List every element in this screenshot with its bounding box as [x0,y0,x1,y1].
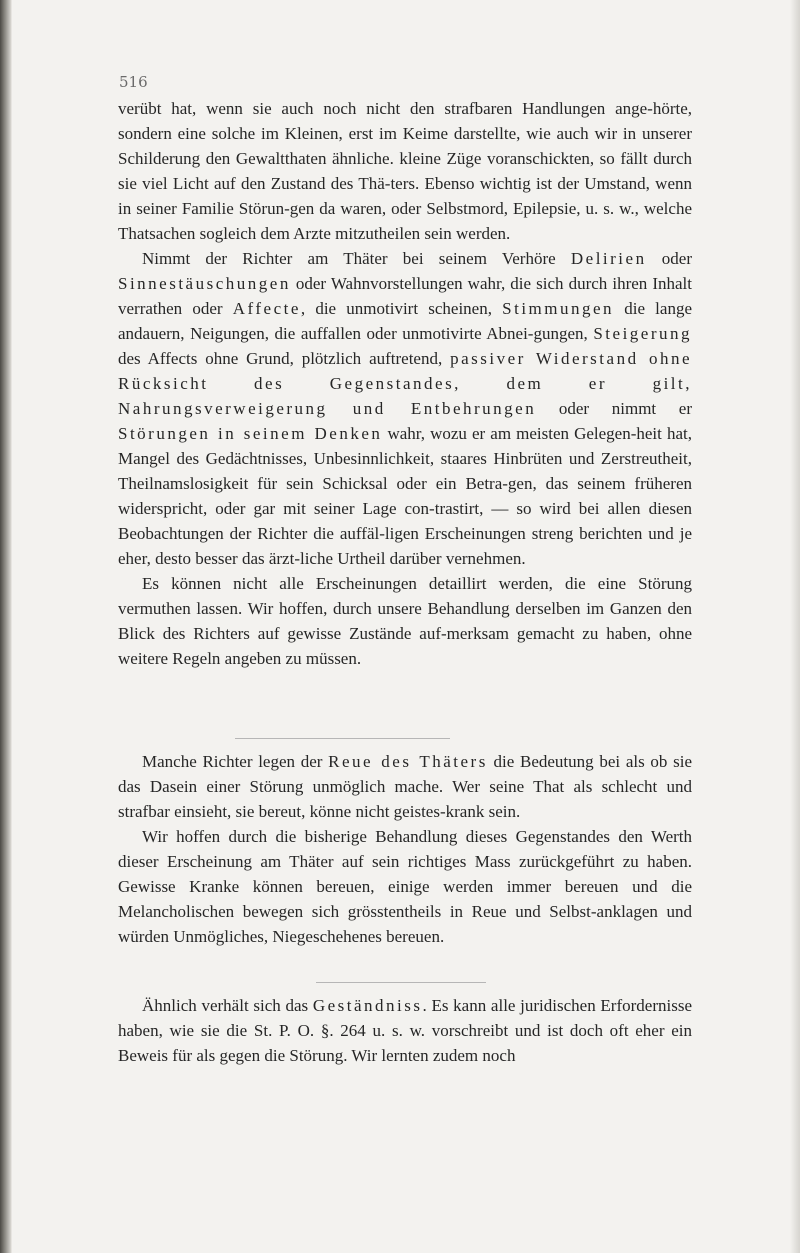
paragraph [118,246,692,571]
section-divider [235,738,450,739]
paragraph [118,96,692,246]
paragraph-text: , die unmotivirt scheinen, [300,299,503,318]
paragraph-text: oder Wahnvorstellungen wahr, die sich durch ihren Inhalt verrathen oder [118,274,692,318]
spaced-emphasis-text: Delirien [570,249,647,268]
spaced-emphasis-text: Geständniss [312,996,423,1015]
spaced-emphasis-text: Sinnestäuschungen [118,274,291,293]
page-number: 516 [119,73,148,91]
paragraph-text: des Affects ohne Grund, plötzlich auftretend, [118,349,451,368]
paragraph-text: . Es kann alle juridischen Erfordernisse haben, wie sie die St. P. O. §. 264 u. s. w. vorschreibt und ist doch oft eher ein Beweis für als gegen die Störung. Wir lernten zudem noch [118,996,692,1065]
spaced-emphasis-text: Reue des Thäters [328,752,488,771]
text-block-3 [118,993,692,1068]
paragraph-text: oder nimmt er [536,399,692,418]
paragraph-text: Manche Richter legen der [142,752,329,771]
paragraph-text: Nimmt der Richter am Thäter bei seinem Verhöre [142,249,571,268]
paragraph-text: Ähnlich verhält sich das [142,996,313,1015]
paragraph-text: Wir hoffen durch die bisherige Behandlung dieses Gegenstandes den Werth dieser Erscheinung am Thäter auf sein richtiges Mass zurückgeführt zu haben. Gewisse Kranke können bereuen, einige werden immer bereuen und die Melancholischen bewegen sich grösstentheils in Reue und Selbst-anklagen und würden Unmögliches, Niegeschehenes bereuen. [118,827,692,946]
spaced-emphasis-text: Störungen in seinem Denken [118,424,383,443]
text-block-2 [118,749,692,949]
paragraph [118,993,692,1068]
paragraph-text: verübt hat, wenn sie auch noch nicht den strafbaren Handlungen ange-hörte, sondern eine solche im Kleinen, erst im Keime darstellte, wie auch wir in unserer Schilderung den Gewaltthaten ähnliche. kleine Züge voranschickten, so fällt durch sie viel Licht auf den Zustand des Thä-ters. Ebenso wichtig ist der Umstand, wenn in seiner Familie Störun-gen da waren, oder Selbstmord, Epilepsie, u. s. w., welche Thatsachen sogleich dem Arzte mitzutheilen sein werden. [118,99,692,243]
paragraph [118,571,692,671]
paragraph-text: wahr, wozu er am meisten Gelegen-heit hat, Mangel des Gedächtnisses, Unbesinnlichkeit, staares Hinbrüten und Zerstreutheit, Theilnamslosigkeit für sein Schicksal oder ein Betra-gen, das seinem früheren widerspricht, oder gar mit seiner Lage con-trastirt, — so wird bei allen diesen Beobachtungen der Richter die auffäl-ligen Erscheinungen streng berichten und je eher, desto besser das ärzt-liche Urtheil darüber vernehmen. [118,424,692,568]
spaced-emphasis-text: passiver Widerstand ohne Rücksicht des Gegenstandes, dem er gilt, Nahrungsverweigerung und Entbehrungen [118,349,692,418]
paragraph-text: die lange andauern, Neigungen, die auffallen oder unmotivirte Abnei-gungen, [118,299,692,343]
paragraph-text: die Bedeutung bei als ob sie das Dasein einer Störung unmöglich mache. Wer seine That als schlecht und strafbar einsieht, sie bereut, könne nicht geistes-krank sein. [118,752,692,821]
page-edge-shadow [790,0,800,1253]
page-binding-shadow [0,0,12,1253]
spaced-emphasis-text: Affecte [232,299,301,318]
spaced-emphasis-text: Stimmungen [502,299,615,318]
paragraph-text: Es können nicht alle Erscheinungen detaillirt werden, die eine Störung vermuthen lassen. Wir hoffen, durch unsere Behandlung derselben im Ganzen den Blick des Richters auf gewisse Zustände auf-merksam gemacht zu haben, ohne weitere Regeln angeben zu müssen. [118,574,692,668]
text-block-1 [118,96,692,671]
paragraph [118,824,692,949]
paragraph [118,749,692,824]
paragraph-text: oder [646,249,692,268]
section-divider [316,982,486,983]
spaced-emphasis-text: Steigerung [593,324,692,343]
